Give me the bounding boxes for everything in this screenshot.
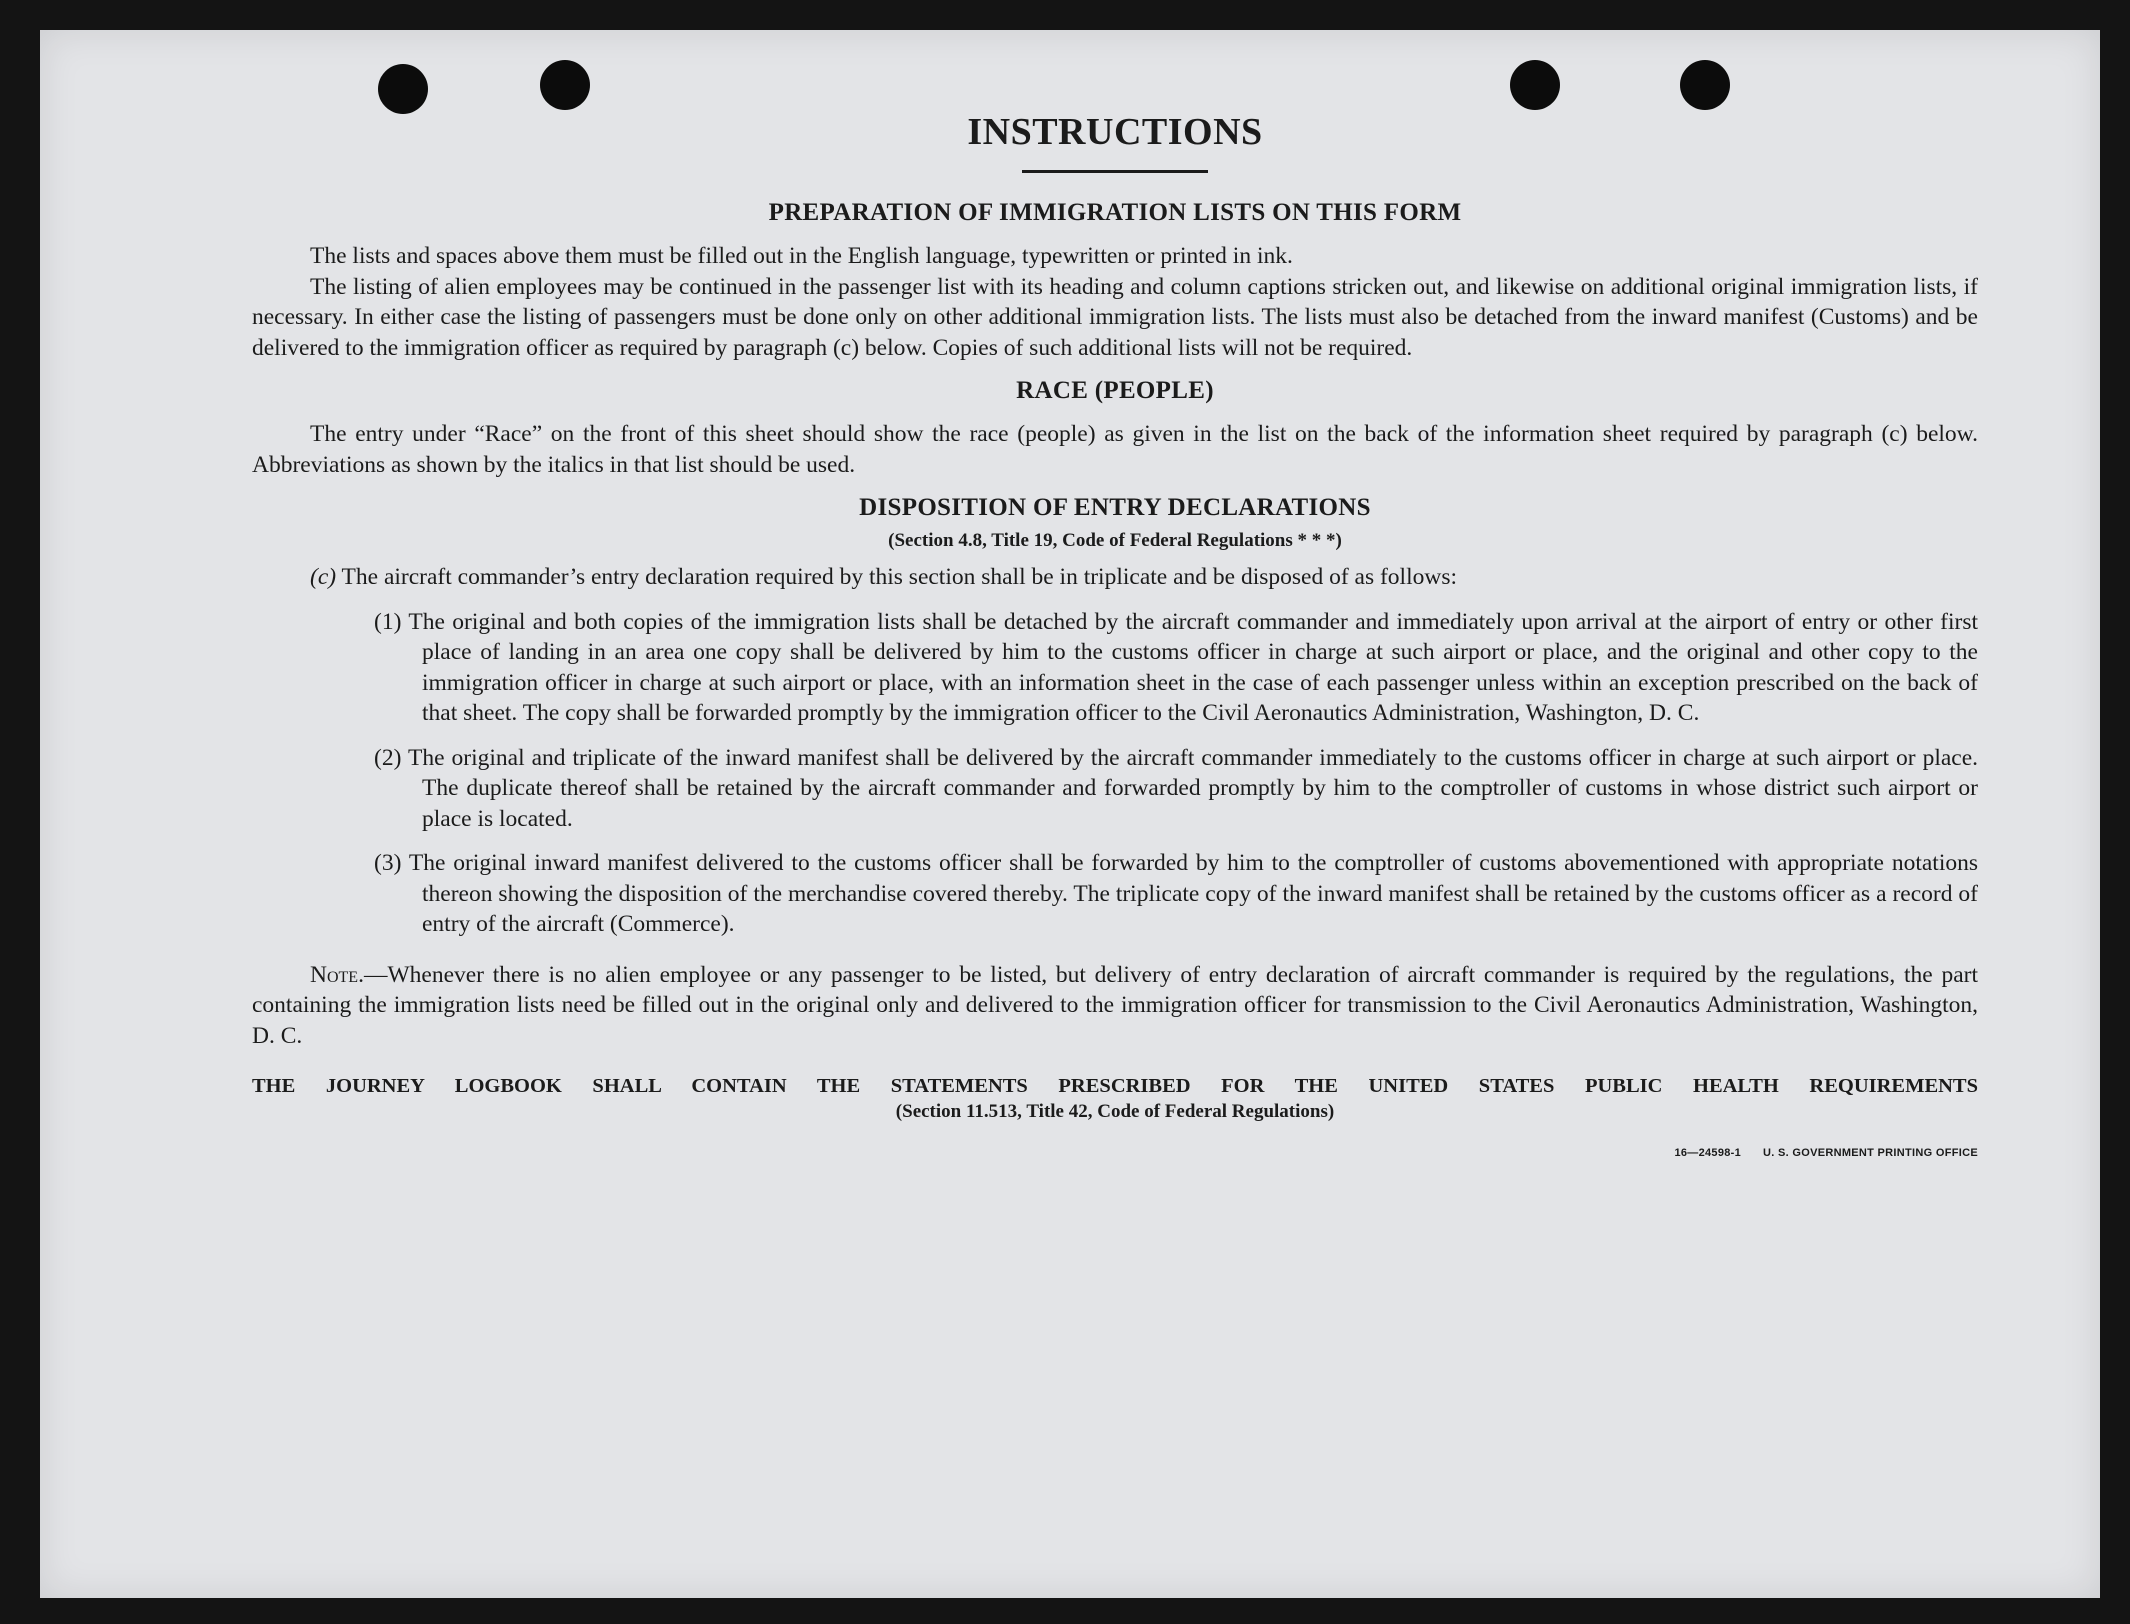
race-paragraph: The entry under “Race” on the front of this sheet should show the race (people) as given in the list on the back of the information sheet required by paragraph (c) below. Abbreviations as shown by the italics in that list should be used. xyxy=(252,421,1978,478)
page-title: INSTRUCTIONS xyxy=(967,111,1263,153)
form-number: 16—24598-1 xyxy=(1674,1147,1742,1159)
disposition-lead xyxy=(252,562,1978,593)
disposition-heading: DISPOSITION OF ENTRY DECLARATIONS xyxy=(859,494,1371,521)
disposition-lead-label: (c) xyxy=(310,564,337,590)
note-paragraph xyxy=(252,960,1978,1052)
printing-office: U. S. GOVERNMENT PRINTING OFFICE xyxy=(1763,1147,1978,1159)
instructions-content xyxy=(252,110,1978,1159)
item-text: The original inward manifest delivered to the customs officer shall be forwarded by him to the comptroller of customs abovementioned with appropriate notations thereon showing the disposition of the merchandise covered thereby. The triplicate copy of the inward manifest shall be retained by the customs officer as a record of entry of the aircraft (Commerce). xyxy=(408,850,1979,937)
punch-hole-1 xyxy=(378,64,428,114)
disposition-item-2 xyxy=(252,743,1978,835)
punch-hole-2 xyxy=(540,60,590,110)
printer-imprint xyxy=(252,1147,1978,1159)
item-number: (1) xyxy=(374,608,402,635)
item-text: The original and triplicate of the inward manifest shall be delivered by the aircraft commander immediately to the customs officer in charge at such airport or place. The duplicate thereof shall be retained by the aircraft commander and forwarded promptly by him to the comptroller of customs in whose district such airport or place is located. xyxy=(407,744,1979,832)
note-text: —Whenever there is no alien employee or any passenger to be listed, but delivery of entry declaration of aircraft commander is required by the regulations, the part containing the immigration lists need be filled out in the original only and delivered to the immigration officer for transmission to the Civil Aeronautics Administration, Washington, D. C. xyxy=(252,961,1978,1049)
item-number: (2) xyxy=(374,744,402,771)
preparation-paragraph-2: The listing of alien employees may be continued in the passenger list with its heading and column captions stricken out, and likewise on additional original immigration lists, if necessary. In either case the listing of passengers must be done only on other additional immigration lists. The lists must also be detached from the inward manifest (Customs) and be delivered to the immigration officer as required by paragraph (c) below. Copies of such additional lists will not be required. xyxy=(252,273,1978,361)
item-number: (3) xyxy=(374,850,402,876)
punch-hole-4 xyxy=(1680,60,1730,110)
disposition-item-1 xyxy=(252,607,1978,729)
note-label: Note. xyxy=(310,961,364,988)
disposition-lead-text: The aircraft commander’s entry declaration required by this section shall be in triplicate and be disposed of as follows: xyxy=(341,564,1458,590)
item-text: The original and both copies of the immigration lists shall be detached by the aircraft commander and immediately upon arrival at the airport of entry or other first place of landing in an area one copy shall be delivered by him to the customs officer in charge at such airport or place, and the original and other copy to the immigration officer in charge at such airport or place, with an information sheet in the case of each passenger unless within an exception prescribed on the back of that sheet. The copy shall be forwarded promptly by the immigration officer to the Civil Aeronautics Administration, Washington, D. C. xyxy=(408,608,1979,726)
logbook-subheading: (Section 11.513, Title 42, Code of Federal Regulations) xyxy=(895,1101,1335,1122)
preparation-paragraph-1: The lists and spaces above them must be filled out in the English language, typewritten or printed in ink. xyxy=(310,243,1293,269)
preparation-heading: PREPARATION OF IMMIGRATION LISTS ON THIS FORM xyxy=(768,199,1462,226)
title-rule xyxy=(1022,170,1208,173)
document-sheet xyxy=(40,30,2100,1598)
disposition-item-3 xyxy=(252,848,1978,940)
punch-hole-3 xyxy=(1510,60,1560,110)
race-heading: RACE (PEOPLE) xyxy=(1016,377,1214,404)
disposition-subheading: (Section 4.8, Title 19, Code of Federal Regulations * * *) xyxy=(888,530,1342,551)
logbook-statement: THE JOURNEY LOGBOOK SHALL CONTAIN THE STATEMENTS PRESCRIBED FOR THE UNITED STATES PUBLIC HEALTH REQUIREMENTS xyxy=(252,1075,1978,1097)
